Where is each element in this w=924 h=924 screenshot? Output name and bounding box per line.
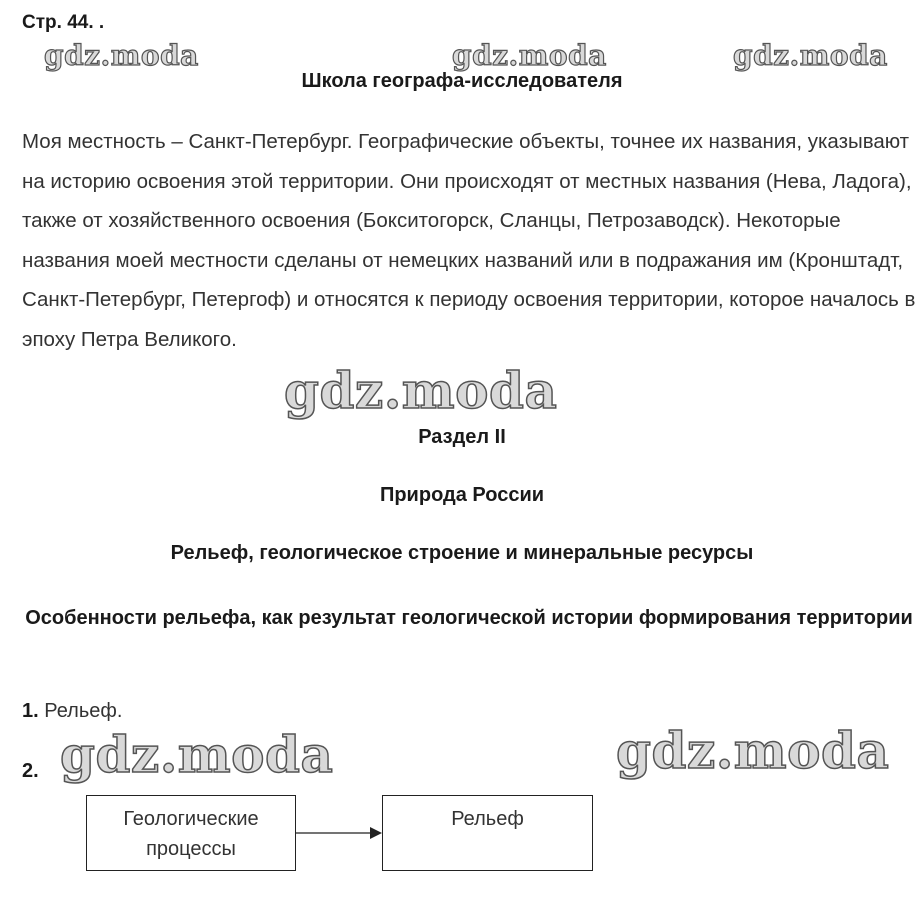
heading-school: Школа географа-исследователя bbox=[301, 70, 623, 92]
list-item bbox=[22, 700, 122, 723]
diagram-box-relief: Рельеф bbox=[382, 795, 593, 871]
answer-paragraph: Моя местность – Санкт-Петербург. Географические объекты, точнее их названия, указывают на историю освоения этой территории. Они происходят от местных названия (Нева, Ладога), также от хозяйственного освоения (Бокситогорск, Сланцы, Петрозаводск). Некоторые названия моей местности сделаны от немецких названий или в подражания им (Кронштадт, Санкт-Петербург, Петергоф) и относятся к периоду освоения территории, которое началось в эпоху Петра Великого. bbox=[22, 130, 916, 351]
list-item bbox=[22, 760, 39, 783]
page-number: Стр. 44. . bbox=[22, 12, 105, 33]
watermark: gdz.moda bbox=[44, 39, 199, 72]
heading-section: Раздел II bbox=[418, 426, 506, 448]
item-number: 1. bbox=[22, 700, 39, 722]
item-text: Рельеф. bbox=[44, 700, 123, 722]
arrow-icon bbox=[296, 823, 382, 843]
watermark: gdz.moda bbox=[60, 725, 334, 784]
heading-relief: Рельеф, геологическое строение и минеральные ресурсы bbox=[170, 542, 754, 564]
heading-nature: Природа России bbox=[379, 484, 545, 506]
heading-features: Особенности рельефа, как результат геологической истории формирования территории bbox=[25, 607, 913, 629]
diagram-box-geological-processes: Геологические процессы bbox=[86, 795, 296, 871]
watermark: gdz.moda bbox=[452, 39, 607, 72]
watermark: gdz.moda bbox=[733, 39, 888, 72]
item-number: 2. bbox=[22, 760, 39, 782]
watermark: gdz.moda bbox=[616, 721, 890, 780]
watermark: gdz.moda bbox=[284, 361, 558, 420]
